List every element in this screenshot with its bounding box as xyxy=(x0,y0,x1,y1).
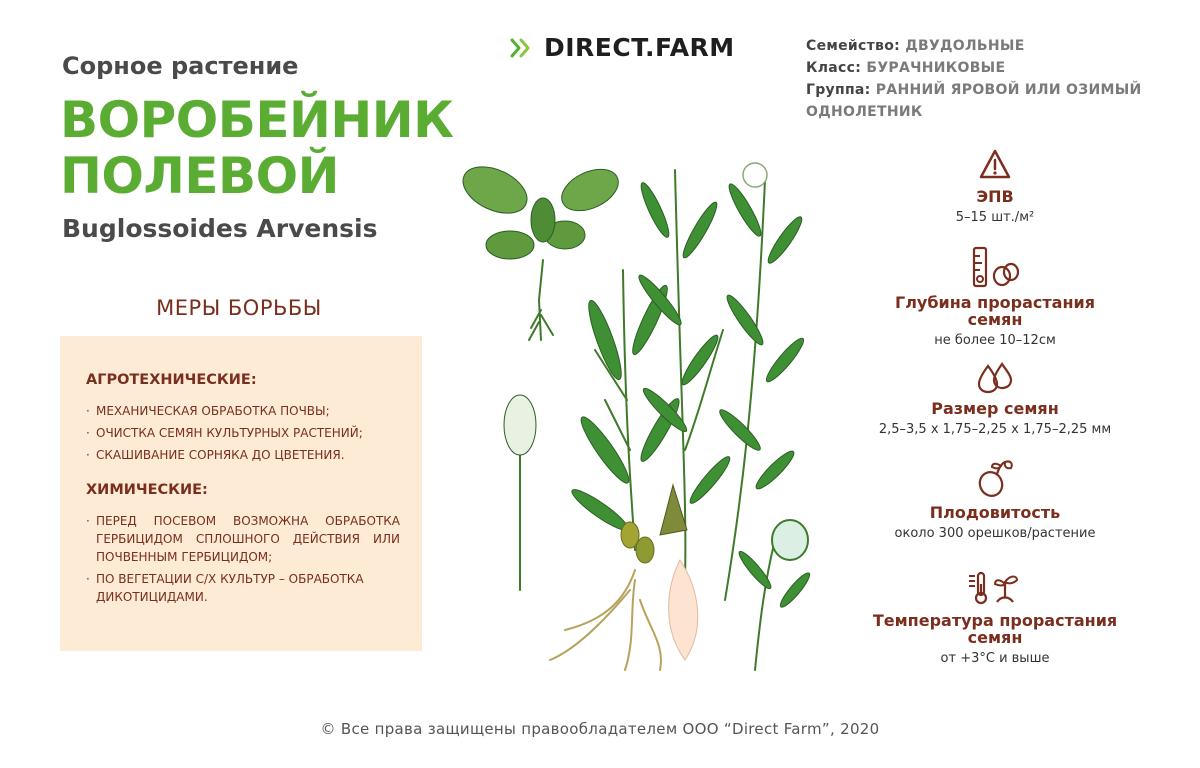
stat-label: Размер семян xyxy=(931,399,1059,418)
stat-size xyxy=(860,362,1130,437)
class-value: БУРАЧНИКОВЫЕ xyxy=(866,60,1006,76)
class-row xyxy=(806,57,1166,79)
brand-logo xyxy=(510,33,735,62)
stat-label-line2: семян xyxy=(967,310,1023,329)
brand-name: DIRECT.FARM xyxy=(544,33,735,62)
stat-fertility xyxy=(860,456,1130,541)
seed-drops-icon xyxy=(975,362,1015,394)
stat-depth xyxy=(860,246,1130,348)
chem-item: · ПЕРЕД ПОСЕВОМ ВОЗМОЖНА ОБРАБОТКА ГЕРБИЦИДОМ СПЛОШНОГО ДЕЙСТВИЯ ИЛИ ПОЧВЕННЫМ ГЕРБИЦИДОМ; xyxy=(86,512,400,566)
measures-heading: МЕРЫ БОРЬБЫ xyxy=(156,296,322,320)
latin-name: Buglossoides Arvensis xyxy=(62,214,378,243)
title-line-1: ВОРОБЕЙНИК xyxy=(60,91,454,149)
subtitle: Сорное растение xyxy=(62,52,299,80)
stat-value: около 300 орешков/растение xyxy=(894,526,1096,541)
chem-item: · ПО ВЕГЕТАЦИИ С/Х КУЛЬТУР – ОБРАБОТКА ДИКОТИЦИДАМИ. xyxy=(86,570,400,606)
class-label: Класс: xyxy=(806,60,862,76)
page-title xyxy=(60,92,453,204)
stat-label: Плодовитость xyxy=(929,503,1061,522)
title-line-2: ПОЛЕВОЙ xyxy=(60,147,339,205)
chem-title: ХИМИЧЕСКИЕ: xyxy=(86,482,208,498)
group-value-line1: РАННИЙ ЯРОВОЙ ИЛИ ОЗИМЫЙ xyxy=(875,82,1142,98)
stat-epv xyxy=(860,148,1130,225)
agro-title: АГРОТЕХНИЧЕСКИЕ: xyxy=(86,372,257,388)
group-row xyxy=(806,79,1166,101)
plant-illustration xyxy=(455,150,835,690)
agro-item: · ОЧИСТКА СЕМЯН КУЛЬТУРНЫХ РАСТЕНИЙ; xyxy=(86,424,400,442)
group-label: Группа: xyxy=(806,82,871,98)
chem-list xyxy=(86,512,400,606)
sprouting-seed-icon xyxy=(975,456,1015,498)
agro-list xyxy=(86,402,400,464)
family-label: Семейство: xyxy=(806,38,901,54)
warning-icon xyxy=(978,148,1012,182)
group-value-line2: ОДНОЛЕТНИК xyxy=(806,104,923,120)
family-row xyxy=(806,35,1166,57)
classification-block xyxy=(806,35,1166,123)
thermometer-sprout-icon xyxy=(963,570,1027,606)
ruler-seeds-icon xyxy=(970,246,1020,288)
stat-value: не более 10–12см xyxy=(934,333,1056,348)
stat-value: 2,5–3,5 х 1,75–2,25 х 1,75–2,25 мм xyxy=(878,422,1112,437)
family-value: ДВУДОЛЬНЫЕ xyxy=(905,38,1025,54)
measures-panel xyxy=(60,336,422,651)
stat-value: от +3°С и выше xyxy=(940,651,1050,666)
stat-label: Температура прорастания xyxy=(872,611,1118,630)
agro-item: · СКАШИВАНИЕ СОРНЯКА ДО ЦВЕТЕНИЯ. xyxy=(86,446,400,464)
agro-item: · МЕХАНИЧЕСКАЯ ОБРАБОТКА ПОЧВЫ; xyxy=(86,402,400,420)
stat-label-line2: семян xyxy=(967,628,1023,647)
copyright-notice: © Все права защищены правообладателем ООО “Direct Farm”, 2020 xyxy=(320,720,880,738)
double-chevron-icon xyxy=(510,37,534,59)
stat-temperature xyxy=(860,570,1130,666)
stat-value: 5–15 шт./м² xyxy=(955,210,1035,225)
stat-label: ЭПВ xyxy=(976,187,1014,206)
stat-label: Глубина прорастания xyxy=(895,293,1095,312)
